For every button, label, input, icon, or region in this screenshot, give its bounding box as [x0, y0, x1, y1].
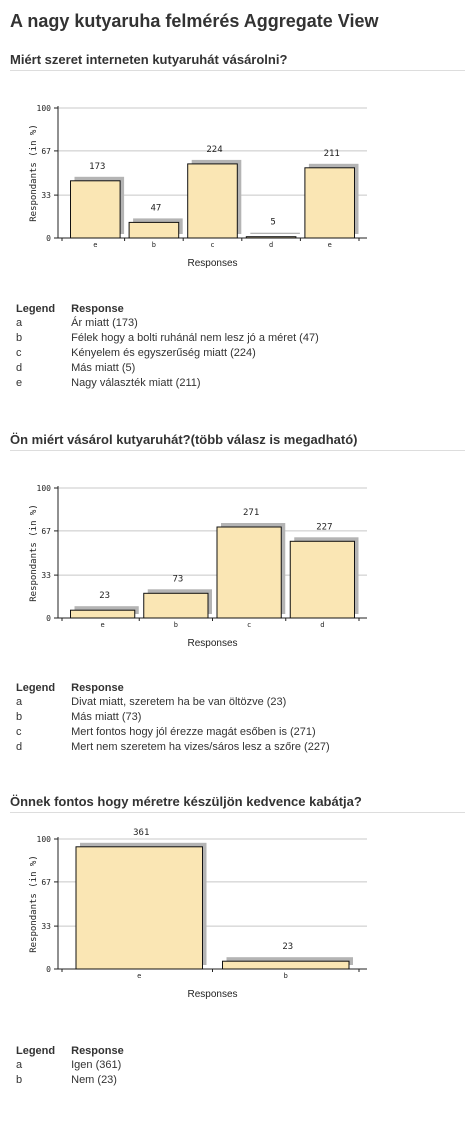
legend-key: a	[16, 1059, 23, 1071]
bar-data-label: 227	[316, 522, 333, 533]
y-tick-label: 67	[41, 146, 51, 156]
legend-key: c	[16, 347, 22, 359]
legend-row	[10, 710, 340, 725]
bar	[188, 164, 238, 238]
y-tick-label: 100	[36, 104, 51, 113]
legend-row	[10, 331, 329, 346]
bar	[290, 541, 354, 618]
legend-key: d	[16, 362, 23, 374]
y-tick-label: 0	[46, 965, 51, 974]
question-2-title: Ön miért vásárol kutyaruhát?(több válasz is megadható)	[10, 432, 465, 451]
question-1-title: Miért szeret interneten kutyaruhát vásárolni?	[10, 52, 465, 71]
legend-row	[10, 316, 329, 331]
legend-key: b	[16, 332, 23, 344]
bar-shadow	[250, 233, 300, 234]
x-tick-label: b	[283, 972, 288, 980]
bar-data-label: 23	[99, 591, 111, 602]
bar-data-label: 211	[323, 148, 340, 159]
x-tick-label: c	[210, 241, 215, 249]
bar	[76, 847, 203, 969]
x-tick-label: c	[247, 621, 252, 629]
legend-row	[10, 725, 340, 740]
question-2-bar-chart	[0, 480, 465, 660]
legend-response: Igen (361)	[71, 1059, 122, 1071]
bar	[129, 222, 179, 238]
bar-data-label: 224	[206, 144, 223, 155]
bar-data-label: 5	[270, 217, 276, 228]
bar-data-label: 271	[242, 508, 260, 518]
legend-response: Félek hogy a bolti ruhánál nem lesz jó a méret (47)	[71, 332, 319, 344]
bar-data-label: 173	[89, 161, 106, 172]
legend-response: Nagy választék miatt (211)	[71, 377, 201, 389]
legend-row	[10, 361, 329, 376]
x-axis-title: Responses	[187, 989, 238, 1000]
legend-response: Mert nem szeretem ha vizes/sáros lesz a szőre (227)	[71, 741, 330, 753]
question-2-legend	[10, 682, 340, 755]
bar	[71, 181, 121, 238]
y-tick-label: 33	[41, 191, 51, 201]
legend-response: Más miatt (5)	[71, 362, 136, 374]
bar	[305, 168, 355, 238]
legend-header-row	[10, 1045, 134, 1058]
bar-data-label: 47	[150, 203, 162, 214]
x-tick-label: b	[173, 621, 178, 629]
legend-row	[10, 1073, 134, 1088]
x-axis-title: Responses	[187, 258, 238, 269]
y-tick-label: 0	[46, 234, 51, 243]
legend-response-header: Response	[71, 1045, 124, 1057]
legend-key: c	[16, 726, 22, 738]
legend-row	[10, 376, 329, 391]
x-tick-label: d	[320, 621, 325, 629]
bar-data-label: 73	[172, 574, 184, 585]
y-tick-label: 67	[41, 877, 51, 887]
legend-row	[10, 346, 329, 361]
legend-response-header: Response	[71, 303, 124, 315]
legend-response: Nem (23)	[71, 1074, 117, 1086]
legend-key-header: Legend	[16, 1045, 56, 1057]
legend-row	[10, 740, 340, 755]
x-tick-label: e	[137, 972, 142, 980]
legend-header-row	[10, 303, 329, 316]
x-tick-label: e	[327, 241, 332, 249]
bar	[246, 237, 296, 238]
y-tick-label: 100	[36, 484, 51, 493]
y-tick-label: 0	[46, 614, 51, 623]
legend-response: Mert fontos hogy jól érezze magát esőben is (271)	[71, 726, 316, 738]
bar	[217, 527, 281, 618]
y-tick-label: 67	[41, 526, 51, 536]
legend-header-row	[10, 682, 340, 695]
legend-response-header: Response	[71, 682, 124, 694]
legend-key: e	[16, 377, 23, 389]
bar	[71, 610, 135, 618]
y-axis-title: Respondants (in %)	[29, 855, 39, 953]
legend-key: b	[16, 711, 23, 723]
legend-key: a	[16, 317, 23, 329]
x-axis-title: Responses	[187, 638, 238, 649]
legend-row	[10, 695, 340, 710]
question-3-bar-chart	[0, 827, 465, 1011]
question-1-legend	[10, 303, 329, 391]
page-title: A nagy kutyaruha felmérés Aggregate View	[10, 11, 379, 31]
y-axis-title: Respondants (in %)	[29, 504, 39, 602]
legend-response: Más miatt (73)	[71, 711, 142, 723]
x-tick-label: e	[100, 621, 105, 629]
y-tick-label: 33	[41, 922, 51, 932]
bar-data-label: 361	[133, 827, 150, 838]
y-tick-label: 100	[36, 835, 51, 844]
x-tick-label: b	[151, 241, 157, 249]
legend-key: a	[16, 696, 23, 708]
x-tick-label: d	[268, 241, 274, 249]
x-tick-label: e	[93, 241, 98, 249]
legend-key-header: Legend	[16, 682, 56, 694]
bar	[223, 961, 350, 969]
question-1-bar-chart	[0, 100, 465, 280]
y-tick-label: 33	[41, 571, 51, 581]
legend-row	[10, 1058, 134, 1073]
legend-key: d	[16, 741, 23, 753]
question-3-legend	[10, 1045, 134, 1088]
legend-response: Divat miatt, szeretem ha be van öltözve (23)	[71, 696, 287, 708]
bar-data-label: 23	[282, 942, 294, 953]
legend-response: Kényelem és egyszerűség miatt (224)	[71, 347, 256, 359]
question-3-title: Önnek fontos hogy méretre készüljön kedvence kabátja?	[10, 794, 465, 813]
bar	[144, 593, 208, 618]
y-axis-title: Respondants (in %)	[29, 124, 39, 222]
legend-key: b	[16, 1074, 23, 1086]
legend-key-header: Legend	[16, 303, 56, 315]
legend-response: Ár miatt (173)	[71, 317, 138, 329]
